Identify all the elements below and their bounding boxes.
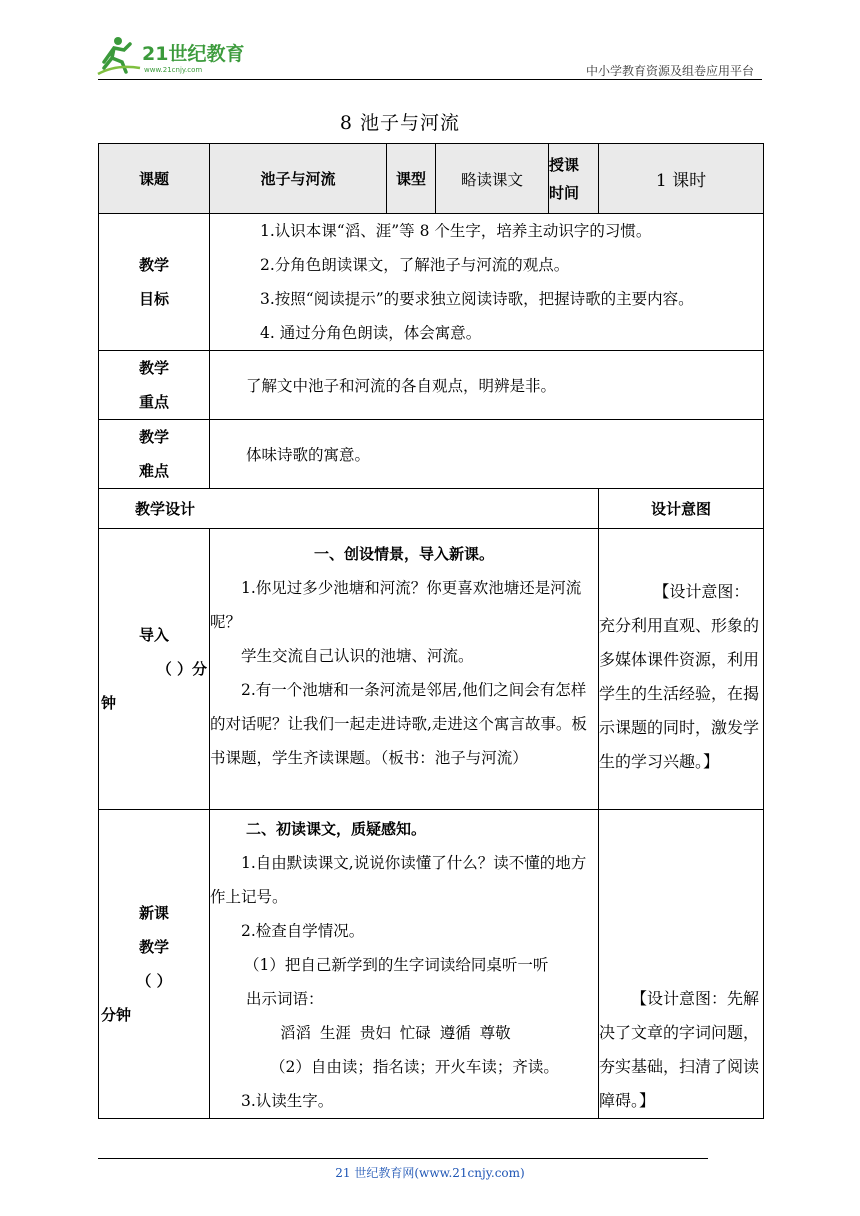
goal-item: 4. 通过分角色朗读，体会寓意。 <box>260 324 482 342</box>
section2-content <box>210 810 599 1119</box>
subject-value: 池子与河流 <box>210 144 387 214</box>
goals-list <box>210 214 764 351</box>
section1-heading: 一、创设情景，导入新课。 <box>313 545 494 563</box>
design-header-left: 教学设计 <box>99 489 599 529</box>
section2-label-2: 教学 <box>138 938 169 956</box>
header-divider <box>98 79 762 80</box>
section1-content <box>210 529 599 810</box>
section1-label-1: 导入 <box>138 626 169 644</box>
goal-item: 1.认识本课“滔、涯”等 8 个生字，培养主动识字的习惯。 <box>260 222 652 240</box>
section2-paragraph: 1.自由默读课文,说说你读懂了什么？读不懂的地方作上记号。 <box>210 854 587 906</box>
type-value: 略读课文 <box>436 144 549 214</box>
section2-intent-text: 【设计意图：先解决了文章的字词问题，夯实基础，扫清了阅读障碍。】 <box>599 989 760 1110</box>
design-header-row <box>99 489 764 529</box>
section1-label-3: 钟 <box>101 694 117 712</box>
label-time-line1: 授课 <box>549 155 580 174</box>
goals-label-2: 目标 <box>138 290 169 308</box>
section2-label-1: 新课 <box>138 904 169 922</box>
section1-label <box>99 529 210 810</box>
footer-divider <box>98 1158 708 1159</box>
footer-link[interactable]: 21 世纪教育网(www.21cnjy.com) <box>335 1166 525 1180</box>
section2-paragraph: （2）自由读；指名读；开火车读；齐读。 <box>270 1058 559 1076</box>
section1-paragraph: 2.有一个池塘和一条河流是邻居,他们之间会有怎样的对话呢？让我们一起走进诗歌,走进这个寓言故事。板书课题，学生齐读课题。（板书：池子与河流） <box>210 681 587 767</box>
key-points-label <box>99 351 210 420</box>
section2-paragraph: 2.检查自学情况。 <box>241 922 365 940</box>
logo-subtext: www.21cnjy.com <box>144 66 203 74</box>
document-title: 8 池子与河流 <box>339 112 461 134</box>
difficulty-text: 体味诗歌的寓意。 <box>210 420 764 489</box>
goals-label-1: 教学 <box>138 256 169 274</box>
section1-intent <box>599 529 764 810</box>
key-points-text: 了解文中池子和河流的各自观点，明辨是非。 <box>210 351 764 420</box>
label-subject: 课题 <box>99 144 210 214</box>
label-time <box>549 144 599 214</box>
section2-label-4: 分钟 <box>101 1006 132 1024</box>
section2-paragraph: 出示词语： <box>246 990 324 1008</box>
section1-label-2: （ ）分 <box>156 660 207 678</box>
key-points-row <box>99 351 764 420</box>
section2-paragraph: （1）把自己新学到的生字词读给同桌听一听 <box>244 956 549 974</box>
lesson-plan-table <box>98 143 764 1119</box>
section2-label-3: （ ） <box>136 972 172 990</box>
section2-heading: 二、初读课文，质疑感知。 <box>246 820 427 838</box>
site-logo <box>96 34 266 78</box>
difficulty-label-2: 难点 <box>138 462 169 480</box>
label-type: 课型 <box>387 144 436 214</box>
section2-paragraph: 3.认读生字。 <box>241 1092 334 1110</box>
section1-intent-text: 【设计意图：充分利用直观、形象的多媒体课件资源，利用学生的生活经验，在揭示课题的同时，激发学生的学习兴趣。】 <box>599 582 760 771</box>
info-row <box>99 144 764 214</box>
design-header-right: 设计意图 <box>599 489 764 529</box>
difficulty-label-1: 教学 <box>138 428 169 446</box>
section1-paragraph: 1.你见过多少池塘和河流？你更喜欢池塘还是河流呢？ <box>210 579 582 631</box>
label-time-line2: 时间 <box>549 183 580 202</box>
runner-icon <box>98 37 140 74</box>
goals-row <box>99 214 764 351</box>
section2-word-list: 滔滔 生涯 贵妇 忙碌 遵循 尊敬 <box>280 1024 511 1042</box>
difficulty-label <box>99 420 210 489</box>
difficulty-row <box>99 420 764 489</box>
key-points-label-1: 教学 <box>138 359 169 377</box>
time-value: 1 课时 <box>599 144 764 214</box>
key-points-label-2: 重点 <box>138 393 169 411</box>
header-platform-text: 中小学教育资源及组卷应用平台 <box>585 64 754 78</box>
section2-row <box>99 810 764 1119</box>
section1-row <box>99 529 764 810</box>
logo-text: 21世纪教育 <box>142 43 245 65</box>
section2-intent <box>599 810 764 1119</box>
goal-item: 2.分角色朗读课文，了解池子与河流的观点。 <box>260 256 570 274</box>
goal-item: 3.按照“阅读提示”的要求独立阅读诗歌，把握诗歌的主要内容。 <box>260 290 694 308</box>
goals-label <box>99 214 210 351</box>
section1-paragraph: 学生交流自己认识的池塘、河流。 <box>241 647 474 665</box>
section2-label <box>99 810 210 1119</box>
